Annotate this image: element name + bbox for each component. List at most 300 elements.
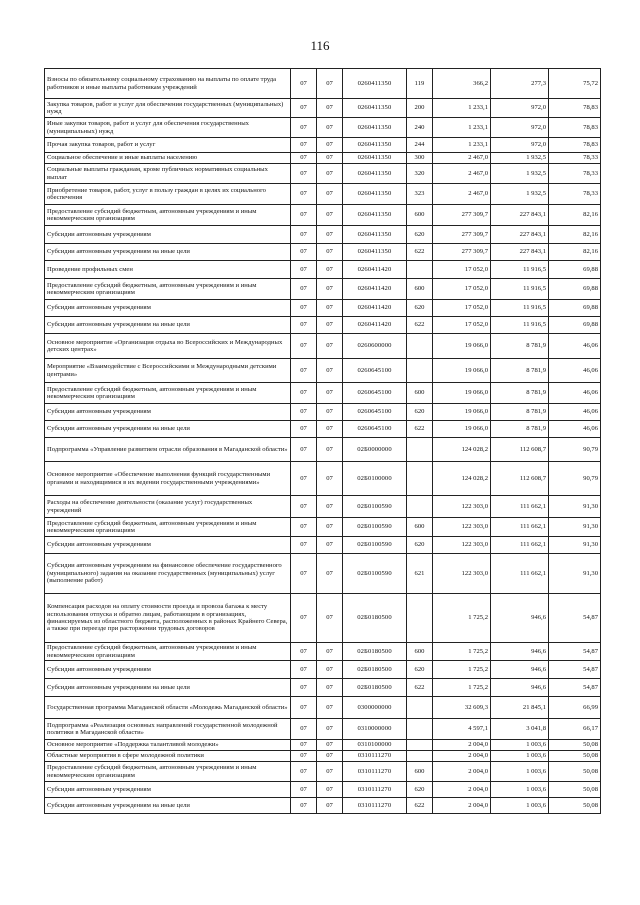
item-name: Субсидии автономным учреждениям <box>45 537 291 554</box>
table-row <box>45 643 601 661</box>
subsection-code: 07 <box>317 496 343 518</box>
section-code: 07 <box>291 719 317 740</box>
subsection-code: 07 <box>317 138 343 153</box>
item-name: Субсидии автономным учреждениям на иные цели <box>45 679 291 697</box>
target-article-code: 0260411420 <box>343 261 407 279</box>
table-row <box>45 226 601 244</box>
target-article-code: 0260411350 <box>343 153 407 164</box>
table-row <box>45 740 601 751</box>
item-name: Предоставление субсидий бюджетным, автономным учреждениям и иным некоммерческим организациям <box>45 279 291 300</box>
expense-type-code <box>407 462 433 496</box>
subsection-code: 07 <box>317 679 343 697</box>
table-row <box>45 184 601 205</box>
planned-amount: 2 467,0 <box>433 153 491 164</box>
target-article-code: 0300000000 <box>343 697 407 719</box>
planned-amount: 19 066,0 <box>433 383 491 404</box>
expense-type-code: 622 <box>407 244 433 261</box>
planned-amount: 124 028,2 <box>433 438 491 462</box>
table-row <box>45 205 601 226</box>
section-code: 07 <box>291 164 317 184</box>
executed-amount: 946,6 <box>491 661 549 679</box>
planned-amount: 19 066,0 <box>433 404 491 421</box>
subsection-code: 07 <box>317 762 343 782</box>
subsection-code: 07 <box>317 226 343 244</box>
subsection-code: 07 <box>317 643 343 661</box>
section-code: 07 <box>291 518 317 537</box>
subsection-code: 07 <box>317 261 343 279</box>
section-code: 07 <box>291 438 317 462</box>
execution-percent: 78,33 <box>549 184 601 205</box>
target-article-code: 0260411350 <box>343 118 407 138</box>
executed-amount: 11 916,5 <box>491 261 549 279</box>
item-name: Предоставление субсидий бюджетным, автономным учреждениям и иным некоммерческим организациям <box>45 205 291 226</box>
execution-percent: 69,88 <box>549 317 601 334</box>
subsection-code: 07 <box>317 153 343 164</box>
planned-amount: 17 052,0 <box>433 300 491 317</box>
execution-percent: 54,87 <box>549 594 601 643</box>
executed-amount: 1 932,5 <box>491 153 549 164</box>
budget-table-body <box>45 69 601 814</box>
executed-amount: 11 916,5 <box>491 279 549 300</box>
executed-amount: 8 781,9 <box>491 421 549 438</box>
subsection-code: 07 <box>317 661 343 679</box>
subsection-code: 07 <box>317 244 343 261</box>
executed-amount: 227 843,1 <box>491 226 549 244</box>
planned-amount: 277 309,7 <box>433 244 491 261</box>
section-code: 07 <box>291 184 317 205</box>
item-name: Областные мероприятия в сфере молодежной политики <box>45 751 291 762</box>
planned-amount: 277 309,7 <box>433 226 491 244</box>
subsection-code: 07 <box>317 359 343 383</box>
executed-amount: 8 781,9 <box>491 404 549 421</box>
target-article-code: 0310000000 <box>343 719 407 740</box>
section-code: 07 <box>291 762 317 782</box>
planned-amount: 17 052,0 <box>433 261 491 279</box>
executed-amount: 11 916,5 <box>491 300 549 317</box>
execution-percent: 91,30 <box>549 537 601 554</box>
target-article-code: 0260600000 <box>343 334 407 359</box>
item-name: Субсидии автономным учреждениям на иные цели <box>45 244 291 261</box>
subsection-code: 07 <box>317 69 343 99</box>
execution-percent: 50,08 <box>549 798 601 814</box>
item-name: Основное мероприятие «Поддержка талантливой молодежи» <box>45 740 291 751</box>
subsection-code: 07 <box>317 554 343 594</box>
execution-percent: 90,79 <box>549 462 601 496</box>
subsection-code: 07 <box>317 118 343 138</box>
table-row <box>45 762 601 782</box>
table-row <box>45 518 601 537</box>
item-name: Социальное обеспечение и иные выплаты населению <box>45 153 291 164</box>
subsection-code: 07 <box>317 719 343 740</box>
subsection-code: 07 <box>317 798 343 814</box>
expense-type-code: 600 <box>407 279 433 300</box>
table-row <box>45 244 601 261</box>
section-code: 07 <box>291 138 317 153</box>
table-row <box>45 421 601 438</box>
target-article-code: 02Б0180500 <box>343 661 407 679</box>
target-article-code: 02Б0100590 <box>343 518 407 537</box>
target-article-code: 0260645100 <box>343 404 407 421</box>
executed-amount: 227 843,1 <box>491 205 549 226</box>
planned-amount: 1 233,1 <box>433 118 491 138</box>
expense-type-code: 119 <box>407 69 433 99</box>
executed-amount: 1 932,5 <box>491 164 549 184</box>
expense-type-code: 244 <box>407 138 433 153</box>
subsection-code: 07 <box>317 317 343 334</box>
executed-amount: 972,0 <box>491 118 549 138</box>
table-row <box>45 554 601 594</box>
execution-percent: 46,06 <box>549 359 601 383</box>
item-name: Основное мероприятие «Обеспечение выполнения функций государственными органами и находящимися в их ведении государственными учреждениями» <box>45 462 291 496</box>
section-code: 07 <box>291 205 317 226</box>
execution-percent: 91,30 <box>549 554 601 594</box>
subsection-code: 07 <box>317 782 343 798</box>
planned-amount: 1 725,2 <box>433 679 491 697</box>
planned-amount: 2 467,0 <box>433 184 491 205</box>
expense-type-code <box>407 719 433 740</box>
execution-percent: 46,06 <box>549 421 601 438</box>
expense-type-code: 620 <box>407 661 433 679</box>
target-article-code: 0260411350 <box>343 69 407 99</box>
executed-amount: 1 003,6 <box>491 762 549 782</box>
section-code: 07 <box>291 697 317 719</box>
execution-percent: 46,06 <box>549 334 601 359</box>
table-row <box>45 383 601 404</box>
expense-type-code <box>407 496 433 518</box>
planned-amount: 124 028,2 <box>433 462 491 496</box>
item-name: Социальные выплаты гражданам, кроме публичных нормативных социальных выплат <box>45 164 291 184</box>
target-article-code: 0310111270 <box>343 762 407 782</box>
execution-percent: 50,08 <box>549 762 601 782</box>
table-row <box>45 594 601 643</box>
planned-amount: 122 303,0 <box>433 496 491 518</box>
execution-percent: 78,33 <box>549 153 601 164</box>
table-row <box>45 782 601 798</box>
table-row <box>45 261 601 279</box>
expense-type-code: 622 <box>407 798 433 814</box>
executed-amount: 8 781,9 <box>491 383 549 404</box>
item-name: Проведение профильных смен <box>45 261 291 279</box>
planned-amount: 17 052,0 <box>433 279 491 300</box>
table-row <box>45 719 601 740</box>
execution-percent: 82,16 <box>549 205 601 226</box>
planned-amount: 122 303,0 <box>433 554 491 594</box>
planned-amount: 2 467,0 <box>433 164 491 184</box>
section-code: 07 <box>291 383 317 404</box>
execution-percent: 54,87 <box>549 643 601 661</box>
target-article-code: 0260411350 <box>343 164 407 184</box>
table-row <box>45 679 601 697</box>
expense-type-code: 300 <box>407 153 433 164</box>
expense-type-code <box>407 751 433 762</box>
item-name: Компенсация расходов на оплату стоимости проезда и провоза багажа к месту использования отпуска и обратно лицам, работающим в организациях, финансируемых из областного бюджета, расположенных в районах Крайнего Севера, а также при переезде при расторжении трудовых договоров <box>45 594 291 643</box>
target-article-code: 0310111270 <box>343 782 407 798</box>
table-row <box>45 661 601 679</box>
section-code: 07 <box>291 153 317 164</box>
expense-type-code: 600 <box>407 643 433 661</box>
subsection-code: 07 <box>317 404 343 421</box>
section-code: 07 <box>291 421 317 438</box>
section-code: 07 <box>291 69 317 99</box>
target-article-code: 0260411420 <box>343 317 407 334</box>
target-article-code: 02Б0180500 <box>343 643 407 661</box>
section-code: 07 <box>291 244 317 261</box>
execution-percent: 46,06 <box>549 383 601 404</box>
planned-amount: 19 066,0 <box>433 334 491 359</box>
item-name: Мероприятие «Взаимодействие с Всероссийскими и Международными детскими центрами» <box>45 359 291 383</box>
executed-amount: 112 608,7 <box>491 462 549 496</box>
item-name: Субсидии автономным учреждениям на иные цели <box>45 798 291 814</box>
expense-type-code: 620 <box>407 404 433 421</box>
subsection-code: 07 <box>317 279 343 300</box>
execution-percent: 78,83 <box>549 138 601 153</box>
execution-percent: 91,30 <box>549 496 601 518</box>
item-name: Взносы по обязательному социальному страхованию на выплаты по оплате труда работников и иные выплаты работникам учреждений <box>45 69 291 99</box>
execution-percent: 69,88 <box>549 300 601 317</box>
target-article-code: 0260411350 <box>343 99 407 118</box>
executed-amount: 111 662,1 <box>491 496 549 518</box>
section-code: 07 <box>291 496 317 518</box>
planned-amount: 2 004,0 <box>433 740 491 751</box>
table-row <box>45 537 601 554</box>
executed-amount: 946,6 <box>491 643 549 661</box>
planned-amount: 1 725,2 <box>433 643 491 661</box>
item-name: Субсидии автономным учреждениям на иные цели <box>45 421 291 438</box>
section-code: 07 <box>291 661 317 679</box>
table-row <box>45 496 601 518</box>
executed-amount: 3 041,8 <box>491 719 549 740</box>
item-name: Субсидии автономным учреждениям <box>45 404 291 421</box>
expense-type-code: 600 <box>407 762 433 782</box>
subsection-code: 07 <box>317 334 343 359</box>
budget-table <box>44 68 601 814</box>
item-name: Подпрограмма «Управление развитием отрасли образования в Магаданской области» <box>45 438 291 462</box>
item-name: Прочая закупка товаров, работ и услуг <box>45 138 291 153</box>
planned-amount: 32 609,3 <box>433 697 491 719</box>
execution-percent: 54,87 <box>549 679 601 697</box>
execution-percent: 91,30 <box>549 518 601 537</box>
table-row <box>45 317 601 334</box>
execution-percent: 46,06 <box>549 404 601 421</box>
execution-percent: 82,16 <box>549 244 601 261</box>
subsection-code: 07 <box>317 697 343 719</box>
executed-amount: 8 781,9 <box>491 334 549 359</box>
section-code: 07 <box>291 334 317 359</box>
execution-percent: 78,83 <box>549 99 601 118</box>
item-name: Иные закупки товаров, работ и услуг для обеспечения государственных (муниципальных) нужд <box>45 118 291 138</box>
section-code: 07 <box>291 118 317 138</box>
item-name: Приобретение товаров, работ, услуг в пользу граждан в целях их социального обеспечения <box>45 184 291 205</box>
planned-amount: 277 309,7 <box>433 205 491 226</box>
target-article-code: 02Б0100590 <box>343 496 407 518</box>
section-code: 07 <box>291 798 317 814</box>
subsection-code: 07 <box>317 205 343 226</box>
table-row <box>45 438 601 462</box>
target-article-code: 0260411350 <box>343 205 407 226</box>
target-article-code: 02Б0100590 <box>343 537 407 554</box>
executed-amount: 112 608,7 <box>491 438 549 462</box>
expense-type-code: 320 <box>407 164 433 184</box>
item-name: Предоставление субсидий бюджетным, автономным учреждениям и иным некоммерческим организациям <box>45 762 291 782</box>
target-article-code: 02Б0180500 <box>343 679 407 697</box>
subsection-code: 07 <box>317 164 343 184</box>
execution-percent: 69,88 <box>549 261 601 279</box>
table-row <box>45 334 601 359</box>
table-row <box>45 153 601 164</box>
section-code: 07 <box>291 279 317 300</box>
section-code: 07 <box>291 782 317 798</box>
section-code: 07 <box>291 751 317 762</box>
subsection-code: 07 <box>317 421 343 438</box>
item-name: Предоставление субсидий бюджетным, автономным учреждениям и иным некоммерческим организациям <box>45 643 291 661</box>
target-article-code: 0260411350 <box>343 184 407 205</box>
target-article-code: 0260411420 <box>343 300 407 317</box>
executed-amount: 946,6 <box>491 679 549 697</box>
execution-percent: 50,08 <box>549 751 601 762</box>
expense-type-code <box>407 594 433 643</box>
executed-amount: 1 003,6 <box>491 740 549 751</box>
item-name: Предоставление субсидий бюджетным, автономным учреждениям и иным некоммерческим организациям <box>45 518 291 537</box>
expense-type-code: 622 <box>407 421 433 438</box>
section-code: 07 <box>291 537 317 554</box>
subsection-code: 07 <box>317 438 343 462</box>
subsection-code: 07 <box>317 300 343 317</box>
target-article-code: 02Б0180500 <box>343 594 407 643</box>
planned-amount: 1 725,2 <box>433 661 491 679</box>
subsection-code: 07 <box>317 383 343 404</box>
expense-type-code: 200 <box>407 99 433 118</box>
section-code: 07 <box>291 99 317 118</box>
executed-amount: 111 662,1 <box>491 554 549 594</box>
section-code: 07 <box>291 679 317 697</box>
executed-amount: 972,0 <box>491 99 549 118</box>
expense-type-code: 620 <box>407 300 433 317</box>
subsection-code: 07 <box>317 740 343 751</box>
subsection-code: 07 <box>317 537 343 554</box>
section-code: 07 <box>291 462 317 496</box>
subsection-code: 07 <box>317 462 343 496</box>
subsection-code: 07 <box>317 99 343 118</box>
target-article-code: 0260411350 <box>343 226 407 244</box>
executed-amount: 972,0 <box>491 138 549 153</box>
table-row <box>45 404 601 421</box>
item-name: Субсидии автономным учреждениям <box>45 782 291 798</box>
item-name: Субсидии автономным учреждениям <box>45 661 291 679</box>
planned-amount: 2 004,0 <box>433 798 491 814</box>
target-article-code: 0310100000 <box>343 740 407 751</box>
execution-percent: 69,88 <box>549 279 601 300</box>
target-article-code: 0260645100 <box>343 421 407 438</box>
target-article-code: 0260645100 <box>343 383 407 404</box>
item-name: Субсидии автономным учреждениям на финансовое обеспечение государственного (муниципального) задания на оказание государственных (муниципальных) услуг (выполнение работ) <box>45 554 291 594</box>
subsection-code: 07 <box>317 184 343 205</box>
planned-amount: 2 004,0 <box>433 762 491 782</box>
planned-amount: 2 004,0 <box>433 782 491 798</box>
planned-amount: 1 233,1 <box>433 138 491 153</box>
expense-type-code <box>407 697 433 719</box>
execution-percent: 75,72 <box>549 69 601 99</box>
table-row <box>45 118 601 138</box>
item-name: Субсидии автономным учреждениям <box>45 300 291 317</box>
executed-amount: 1 003,6 <box>491 798 549 814</box>
table-row <box>45 164 601 184</box>
subsection-code: 07 <box>317 518 343 537</box>
expense-type-code <box>407 261 433 279</box>
expense-type-code: 323 <box>407 184 433 205</box>
executed-amount: 111 662,1 <box>491 518 549 537</box>
execution-percent: 66,17 <box>549 719 601 740</box>
planned-amount: 366,2 <box>433 69 491 99</box>
target-article-code: 02Б0100590 <box>343 554 407 594</box>
executed-amount: 1 932,5 <box>491 184 549 205</box>
expense-type-code: 622 <box>407 679 433 697</box>
item-name: Основное мероприятие «Организация отдыха во Всероссийских и Международных детских центрах» <box>45 334 291 359</box>
item-name: Предоставление субсидий бюджетным, автономным учреждениям и иным некоммерческим организациям <box>45 383 291 404</box>
executed-amount: 277,3 <box>491 69 549 99</box>
executed-amount: 1 003,6 <box>491 782 549 798</box>
table-row <box>45 99 601 118</box>
section-code: 07 <box>291 554 317 594</box>
table-row <box>45 300 601 317</box>
expense-type-code: 621 <box>407 554 433 594</box>
execution-percent: 90,79 <box>549 438 601 462</box>
item-name: Государственная программа Магаданской области «Молодежь Магаданской области» <box>45 697 291 719</box>
executed-amount: 21 845,1 <box>491 697 549 719</box>
expense-type-code: 620 <box>407 226 433 244</box>
subsection-code: 07 <box>317 751 343 762</box>
item-name: Расходы на обеспечение деятельности (оказание услуг) государственных учреждений <box>45 496 291 518</box>
item-name: Закупка товаров, работ и услуг для обеспечения государственных (муниципальных) нужд <box>45 99 291 118</box>
expense-type-code: 600 <box>407 205 433 226</box>
table-row <box>45 462 601 496</box>
expense-type-code: 240 <box>407 118 433 138</box>
executed-amount: 8 781,9 <box>491 359 549 383</box>
section-code: 07 <box>291 740 317 751</box>
target-article-code: 02Б0100000 <box>343 462 407 496</box>
executed-amount: 111 662,1 <box>491 537 549 554</box>
target-article-code: 0310111270 <box>343 798 407 814</box>
page-number: 116 <box>310 38 330 53</box>
section-code: 07 <box>291 226 317 244</box>
target-article-code: 0310111270 <box>343 751 407 762</box>
target-article-code: 0260411350 <box>343 138 407 153</box>
expense-type-code: 622 <box>407 317 433 334</box>
execution-percent: 82,16 <box>549 226 601 244</box>
section-code: 07 <box>291 261 317 279</box>
table-row <box>45 751 601 762</box>
planned-amount: 122 303,0 <box>433 537 491 554</box>
planned-amount: 1 725,2 <box>433 594 491 643</box>
executed-amount: 946,6 <box>491 594 549 643</box>
section-code: 07 <box>291 404 317 421</box>
target-article-code: 0260645100 <box>343 359 407 383</box>
expense-type-code: 600 <box>407 518 433 537</box>
executed-amount: 11 916,5 <box>491 317 549 334</box>
expense-type-code <box>407 359 433 383</box>
expense-type-code <box>407 740 433 751</box>
expense-type-code: 620 <box>407 782 433 798</box>
section-code: 07 <box>291 317 317 334</box>
execution-percent: 50,08 <box>549 782 601 798</box>
planned-amount: 19 066,0 <box>433 421 491 438</box>
execution-percent: 78,83 <box>549 118 601 138</box>
section-code: 07 <box>291 594 317 643</box>
planned-amount: 122 303,0 <box>433 518 491 537</box>
execution-percent: 54,87 <box>549 661 601 679</box>
item-name: Подпрограмма «Реализация основных направлений государственной молодежной политики в Магаданской области» <box>45 719 291 740</box>
expense-type-code <box>407 438 433 462</box>
planned-amount: 1 233,1 <box>433 99 491 118</box>
